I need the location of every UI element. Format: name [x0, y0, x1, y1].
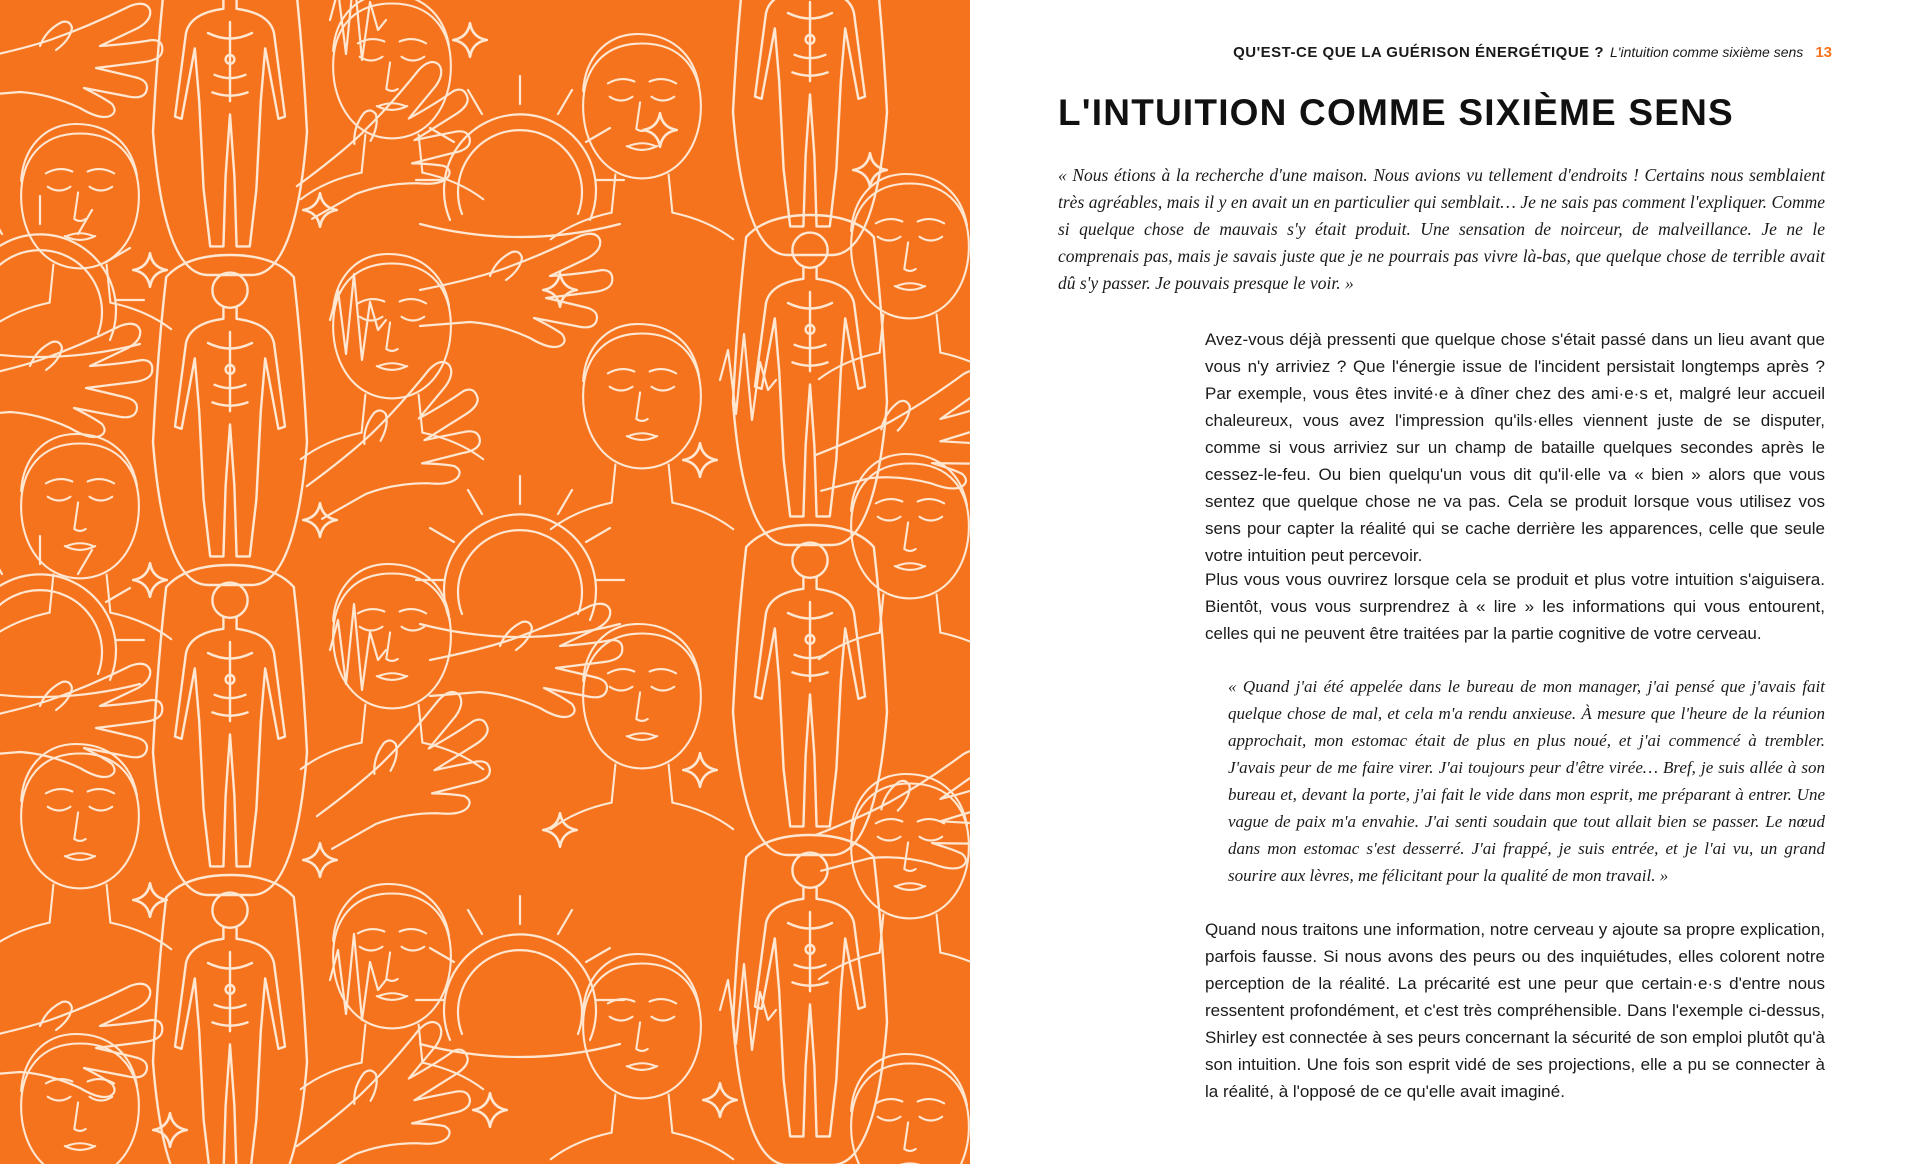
- sparkle-icon: [303, 193, 337, 227]
- sparkle-icon: [453, 23, 487, 57]
- sparkle-icon: [643, 113, 677, 147]
- section-title: L'INTUITION COMME SIXIÈME SENS: [1058, 92, 1734, 133]
- wave-icon: [330, 934, 386, 1020]
- intro-quote: « Nous étions à la recherche d'une maison. Nous avions vu tellement d'endroits ! Certains nous semblaient très agréables, mais il y en avait un en particulier qui semblait… Je ne sais pas comment l'expliquer. Comme si quelque chose de mauvais s'y était produit. Une sensation de noirceur, de malveillance. Je ne le comprenais pas, mais je savais juste que je ne pourrais pas vivre là-bas, que quelque chose de terrible avait dû s'y passer. Je pouvais presque le voir. »: [1058, 165, 1825, 293]
- face-icon: [819, 174, 970, 379]
- page-number: 13: [1815, 44, 1832, 61]
- face-icon: [0, 124, 171, 329]
- face-icon: [0, 744, 171, 949]
- face-icon: [551, 34, 733, 239]
- testimonial-quote: « Quand j'ai été appelée dans le bureau de mon manager, j'ai pensé que j'avais fait quelque chose de mal, et cela m'a rendu anxieuse. À mesure que l'heure de la réunion approchait, mon estomac était de plus en plus noué, et j'ai commencé à trembler. J'avais peur de me faire virer. J'ai toujours peur d'être virée… Bref, je suis allée à son bureau et, devant la porte, j'ai fait le vide dans mon esprit, me préparant à entrer. Une vague de paix m'a envahie. J'ai senti soudain que tout allait bien se passer. Le nœud dans mon estomac s'est desserré. J'ai frappé, je suis entrée, et je l'ai vu, un grand sourire aux lèvres, me félicitant pour la qualité de mon travail. »: [1228, 677, 1825, 885]
- sparkle-icon: [703, 1083, 737, 1117]
- running-header-chapter: L'intuition comme sixième sens: [1610, 44, 1804, 60]
- sparkle-icon: [683, 753, 717, 787]
- hand-icon: [0, 324, 152, 437]
- body-icon: [153, 0, 307, 275]
- body-icon: [733, 215, 887, 545]
- wave-icon: [720, 334, 776, 420]
- hand-icon: [293, 684, 515, 868]
- body-icon: [733, 0, 887, 255]
- body-paragraph-3: Quand nous traitons une information, notre cerveau y ajoute sa propre explication, parfois fausse. Si nous avons des peurs ou des inquiétudes, elles colorent notre perception de la réalité. La précarité est une peur que certain·e·s d'entre nous ressentent profondément, et c'est très compréhensible. Dans l'exemple ci-dessus, Shirley est connectée à ses peurs concernant la sécurité de son emploi plutôt qu'à son intuition. Une fois son esprit vidé de ses projections, elle a pu se connecter à la réalité, à l'opposé de ce qu'elle avait imaginé.: [1205, 920, 1825, 1101]
- hand-icon: [430, 604, 622, 717]
- sparkle-icon: [133, 563, 167, 597]
- face-icon: [819, 1054, 970, 1164]
- text-page: [970, 0, 1920, 1164]
- hand-icon: [805, 367, 970, 512]
- sparkle-icon: [683, 443, 717, 477]
- sparkle-icon: [543, 273, 577, 307]
- sun-icon: [0, 196, 144, 357]
- running-header: [1233, 44, 1832, 61]
- face-icon: [551, 624, 733, 829]
- face-icon: [551, 324, 733, 529]
- face-icon: [0, 434, 171, 639]
- sun-icon: [416, 476, 624, 637]
- hand-icon: [0, 664, 162, 777]
- sparkle-icon: [153, 1113, 187, 1147]
- sun-icon: [416, 896, 624, 1057]
- body-paragraph-2: Plus vous vous ouvrirez lorsque cela se produit et plus votre intuition s'aiguisera. Bientôt, vous vous surprendrez à « lire » les informations qui vous entourent, celles qui ne peuvent être traitées par la partie cognitive de votre cerveau.: [1205, 570, 1825, 643]
- face-icon: [301, 254, 483, 459]
- face-icon: [551, 954, 733, 1159]
- face-icon: [301, 884, 483, 1089]
- sparkle-icon: [133, 253, 167, 287]
- face-icon: [0, 1034, 171, 1164]
- sun-icon: [416, 76, 624, 237]
- hand-icon: [420, 234, 612, 347]
- body-paragraph-1: Avez-vous déjà pressenti que quelque chose s'était passé dans un lieu avant que vous n'y arriviez ? Que l'énergie issue de l'incident persistait longtemps après ? Par exemple, vous êtes invité·e à dîner chez des ami·e·s et, malgré leur accueil chaleureux, vous avez l'impression qu'ils·elles viennent juste de se disputer, comme si vous arriviez sur un champ de bataille quelques secondes après le cessez-le-feu. Ou bien quelqu'un vous dit qu'il·elle va « bien » alors que vous sentez que quelque chose ne va pas. Cela se produit lorsque vous utilisez vos sens pour capter la réalité qui se cache derrière les apparences, celle que seule votre intuition peut percevoir.: [1205, 330, 1825, 565]
- sparkle-icon: [303, 503, 337, 537]
- face-icon: [301, 564, 483, 769]
- body-icon: [153, 875, 307, 1164]
- sparkle-icon: [543, 813, 577, 847]
- running-header-section: QU'EST-CE QUE LA GUÉRISON ÉNERGÉTIQUE ?: [1233, 44, 1604, 61]
- sparkle-icon: [473, 1093, 507, 1127]
- face-icon: [819, 774, 970, 979]
- sparkle-icon: [133, 883, 167, 917]
- body-icon: [733, 835, 887, 1164]
- hand-icon: [0, 4, 162, 117]
- body-icon: [153, 255, 307, 585]
- face-icon: [301, 0, 483, 199]
- body-icon: [153, 565, 307, 895]
